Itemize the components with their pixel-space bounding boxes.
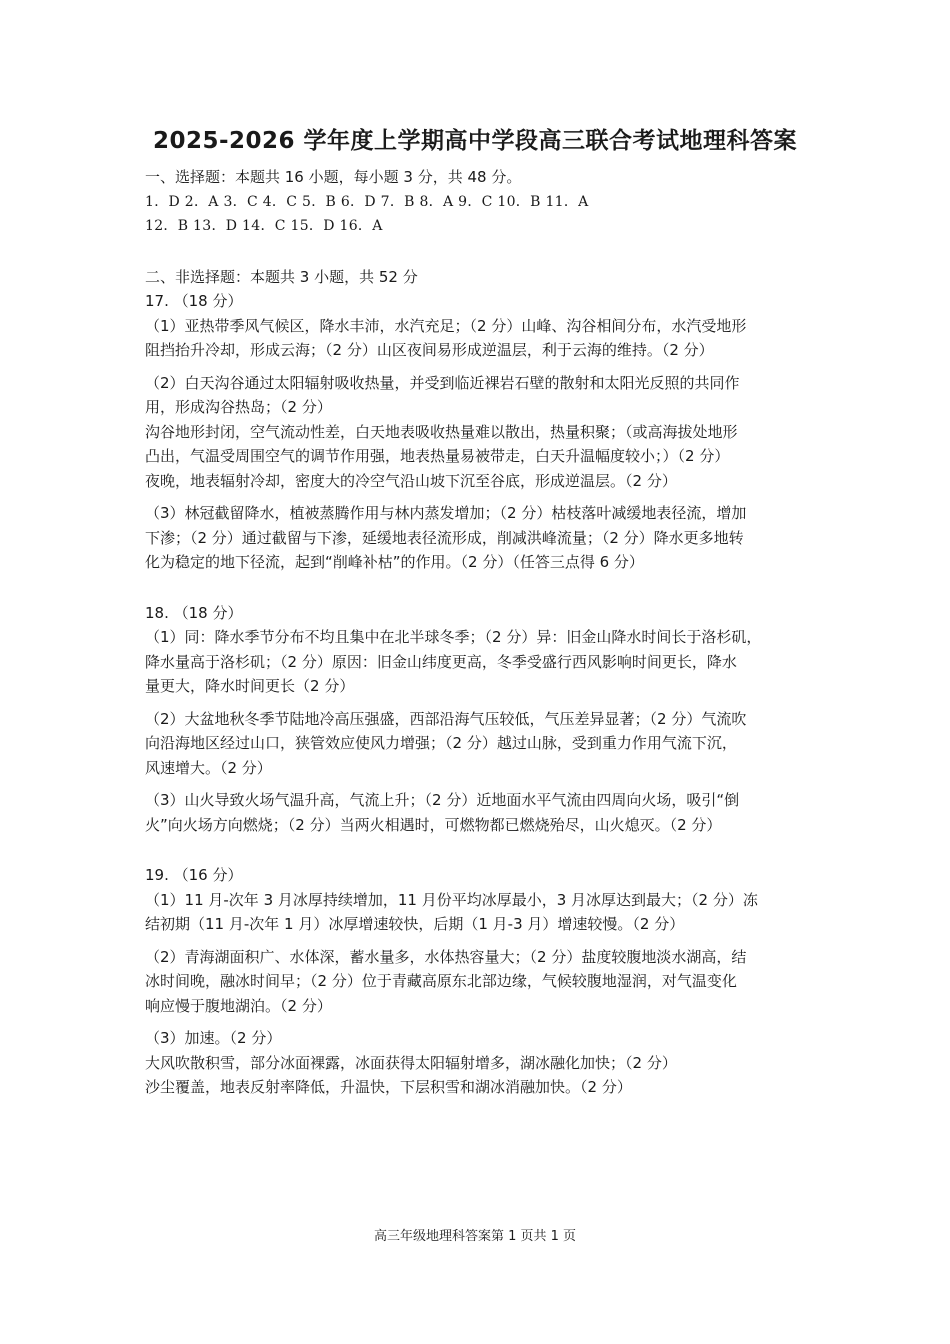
q19-part2 [145, 945, 815, 1019]
paragraph-line: 风速增大。（2 分） [145, 758, 272, 777]
q17-header: 17. （18 分） [145, 292, 243, 310]
paragraph-line: 降水量高于洛杉矶；（2 分）原因：旧金山纬度更高，冬季受盛行西风影响时间更长，降水 [145, 652, 737, 671]
paragraph-line: 夜晚，地表辐射冷却，密度大的冷空气沿山坡下沉至谷底，形成逆温层。（2 分） [145, 471, 677, 490]
q18-part3 [145, 788, 815, 837]
page-footer: 高三年级地理科答案第 1 页共 1 页 [373, 1229, 577, 1244]
paragraph-line: 用，形成沟谷热岛；（2 分） [145, 398, 332, 416]
page-title: 2025-2026 学年度上学期高中学段高三联合考试地理科答案 [152, 128, 798, 154]
paragraph-line: （2）大盆地秋冬季节陆地冷高压强盛，西部沿海气压较低，气压差异显著；（2 分）气流吹 [145, 709, 747, 728]
paragraph-line: 化为稳定的地下径流，起到“削峰补枯”的作用。（2 分）（任答三点得 6 分） [145, 553, 644, 571]
answers-line-2: 12．B 13．D 14．C 15．D 16．A [145, 218, 383, 234]
q18-header: 18. （18 分） [145, 603, 243, 622]
paragraph-line: 响应慢于腹地湖泊。（2 分） [145, 996, 332, 1015]
q19-part1 [145, 888, 815, 937]
paragraph-line: 阻挡抬升冷却，形成云海；（2 分）山区夜间易形成逆温层，利于云海的维持。（2 分） [145, 341, 714, 359]
q17-part1 [145, 314, 815, 363]
paragraph-line: （2）白天沟谷通过太阳辐射吸收热量，并受到临近裸岩石壁的散射和太阳光反照的共同作 [145, 373, 740, 392]
paragraph-line: （2）青海湖面积广、水体深，蓄水量多，水体热容量大；（2 分）盐度较腹地淡水湖高，结 [145, 947, 747, 966]
document-body [145, 165, 815, 1100]
paragraph-line: （1）11 月-次年 3 月冰厚持续增加，11 月份平均冰厚最小，3 月冰厚达到最大；（2 分）冻 [145, 890, 758, 909]
paragraph-line: （3）山火导致火场气温升高，气流上升；（2 分）近地面水平气流由四周向火场，吸引“倒 [145, 791, 740, 809]
paragraph-line: 冰时间晚，融冰时间早；（2 分）位于青藏高原东北部边缘，气候较腹地湿润，对气温变化 [145, 972, 737, 990]
answers-line-1: 1．D 2．A 3．C 4．C 5．B 6．D 7．B 8．A 9．C 10．B 11．A [145, 193, 589, 210]
paragraph-line: （3）加速。（2 分） [145, 1029, 282, 1047]
paragraph-line: （1）同：降水季节分布不均且集中在北半球冬季；（2 分）异：旧金山降水时间长于洛杉矶， [145, 628, 762, 646]
paragraph-line: 凸出，气温受周围空气的调节作用强，地表热量易被带走，白天升温幅度较小；）（2 分） [145, 447, 730, 465]
section2-heading: 二、非选择题：本题共 3 小题，共 52 分 [145, 267, 418, 286]
q18-part1 [145, 625, 815, 699]
paragraph-line: （3）林冠截留降水，植被蒸腾作用与林内蒸发增加；（2 分）枯枝落叶减缓地表径流，增加 [145, 504, 747, 522]
paragraph-line: 下渗；（2 分）通过截留与下渗，延缓地表径流形成，削减洪峰流量；（2 分）降水更多地转 [145, 528, 744, 547]
paragraph-line: 沙尘覆盖，地表反射率降低，升温快，下层积雪和湖冰消融加快。（2 分） [145, 1078, 632, 1096]
q19-part3 [145, 1026, 815, 1100]
paragraph-line: 向沿海地区经过山口，狭管效应使风力增强；（2 分）越过山脉，受到重力作用气流下沉， [145, 734, 737, 752]
paragraph-line: 火”向火场方向燃烧；（2 分）当两火相遇时，可燃物都已燃烧殆尽，山火熄灭。（2 分） [145, 815, 722, 834]
paragraph-line: 量更大，降水时间更长（2 分） [145, 677, 355, 695]
paragraph-line: 大风吹散积雪，部分冰面裸露，冰面获得太阳辐射增多，湖冰融化加快；（2 分） [145, 1053, 677, 1072]
paragraph-line: 沟谷地形封闭，空气流动性差，白天地表吸收热量难以散出，热量积聚；（或高海拔处地形 [145, 422, 738, 441]
q17-part3 [145, 501, 815, 575]
q19-header: 19. （16 分） [145, 866, 243, 884]
q17-part2 [145, 371, 815, 494]
paragraph-line: （1）亚热带季风气候区，降水丰沛，水汽充足；（2 分）山峰、沟谷相间分布，水汽受地形 [145, 316, 747, 335]
section1-heading: 一、选择题：本题共 16 小题，每小题 3 分，共 48 分。 [145, 168, 522, 186]
paragraph-line: 结初期（11 月-次年 1 月）冰厚增速较快，后期（1 月-3 月）增速较慢。（2 分） [145, 915, 685, 933]
q18-part2 [145, 707, 815, 781]
